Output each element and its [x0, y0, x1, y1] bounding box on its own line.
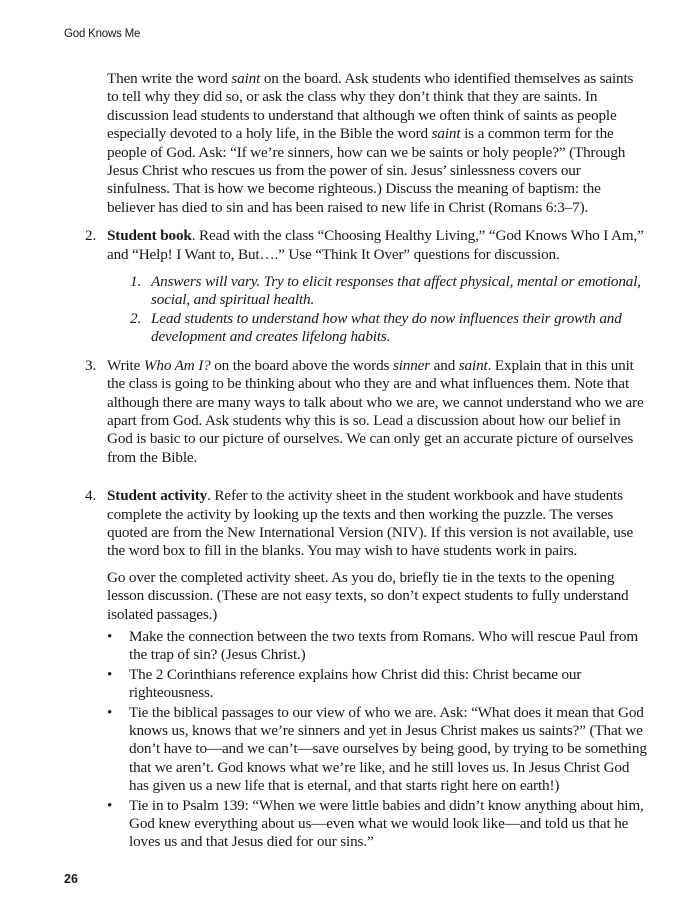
bullet-item: • The 2 Corinthians reference explains how Christ did this: Christ became our righteousness.	[107, 665, 582, 702]
step-number: 4.	[85, 487, 97, 505]
step-2-student-book: 2. Student book. Read with the class “Choosing Healthy Living,” “God Knows Who I Am,” and “Help! I Want to, But….” Use “Think It Over” questions for discussion. 1. Answers will vary. Try to elicit responses that affect physical, mental or emotional, social, and spiritual health. 2. Lead students to understand how what they do now influences their growth and development and creates lifelong habits.	[107, 227, 647, 346]
step-title: Student book	[107, 227, 192, 245]
bullet-item: • Tie the biblical passages to our view of who we are. Ask: “What does it mean that God knows us, knows that we’re sinners and yet in Jesus Christ makes us saints?” (That we don’t have to—and we can’t—save ourselves by being good, by trying to be something that we aren’t. God knows what we’re like, and he still loves us. In Jesus Christ God has given us a new life that is eternal, and that starts right here on earth!)	[107, 703, 647, 795]
bullet-icon: •	[107, 703, 113, 721]
page-content	[85, 70, 647, 862]
bullet-item: • Tie in to Psalm 139: “When we were little babies and didn’t know anything about him, God knew everything about us—even what we would look like—and told us that he loves us and that Jesus died for our sins.”	[107, 796, 644, 851]
step-title: Student activity	[107, 487, 208, 505]
answer-item: 1. Answers will vary. Try to elicit responses that affect physical, mental or emotional, social, and spiritual health.	[130, 273, 641, 309]
running-head: God Knows Me	[64, 28, 141, 40]
bullet-list	[107, 628, 647, 852]
page-number: 26	[64, 872, 78, 886]
step-3-who-am-i: 3. Write Who Am I? on the board above the words sinner and saint. Explain that in this unit the class is going to be thinking about who they are and what influences them. Note that although there are many ways to talk about who we are, we cannot understand who we are apart from God. Ask students why this is so. Lead a discussion about how our belief in God is basic to our picture of ourselves. We can only get an accurate picture of ourselves from the Bible.	[85, 356, 644, 466]
intro-paragraph: Then write the word saint on the board. Ask students who identified themselves as saints to tell why they did so, or ask the class why they don’t think that they are saints. In discussion lead students to understand that although we often think of saints as people especially devoted to a holy life, in the Bible the word saint is a common term for the people of God. Ask: “If we’re sinners, how can we be saints or holy people?” (Through Jesus Christ who rescues us from the power of sin. Jesus’ sinlessness covers our sinfulness. That is how we become righteous.) Discuss the meaning of baptism: the believer has died to sin and has been raised to new life in Christ (Romans 6:3–7).	[107, 70, 634, 216]
bullet-icon: •	[107, 627, 113, 645]
step-number: 2.	[85, 227, 97, 245]
step-4-student-activity: 4. Student activity. Refer to the activity sheet in the student workbook and have students complete the activity by looking up the texts and then working the puzzle. The verses quoted are from the New International Version (NIV). If this version is not available, use the word box to fill in the blanks. You may wish to have students work in pairs. Go over the completed activity sheet. As you do, briefly tie in the texts to the opening lesson discussion. (These are not easy texts, so don’t expect students to fully understand isolated passages.) • Make the connection between the two texts from Romans. Who will rescue Paul from the trap of sin? (Jesus Christ.) • The 2 Corinthians reference explains how Christ did this: Christ became our righteousness. • Tie the biblical passages to our view of who we are. Ask: “What does it mean that God knows us, knows that we’re sinners and yet in Jesus Christ makes us saints?” (That we don’t have to—and we can’t—save ourselves by being good, by trying to be something that we aren’t. God knows what we’re like, and he still loves us. In Jesus Christ God has given us a new life that is eternal, and that starts right here on earth!) • Tie in to Psalm 139: “When we were little babies and didn’t know anything about him, God knew everything about us—even what we would look like—and told us that he loves us and that Jesus died for our sins.”	[85, 487, 647, 851]
answer-list	[130, 273, 647, 347]
step-number: 3.	[85, 356, 97, 374]
bullet-icon: •	[107, 796, 113, 814]
follow-up-paragraph: Go over the completed activity sheet. As you do, briefly tie in the texts to the opening lesson discussion. (These are not easy texts, so don’t expect students to fully understand isolated passages.)	[107, 568, 629, 623]
answer-item: 2. Lead students to understand how what they do now influences their growth and development and creates lifelong habits.	[130, 309, 622, 346]
bullet-item: • Make the connection between the two texts from Romans. Who will rescue Paul from the trap of sin? (Jesus Christ.)	[107, 627, 639, 664]
bullet-icon: •	[107, 665, 113, 683]
